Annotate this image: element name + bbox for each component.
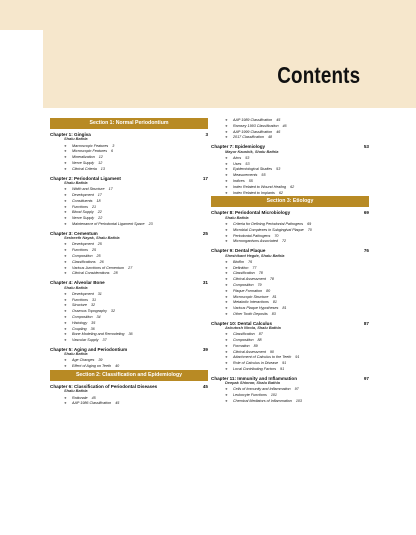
chapter-title: Chapter 1: Gingiva <box>50 132 91 137</box>
toc-item-label: Coupling <box>72 326 87 331</box>
toc-item-page: 12 <box>98 160 103 165</box>
toc-item-page: 12 <box>98 155 103 160</box>
bullet-icon: ❖ <box>64 143 67 148</box>
bullet-icon: ❖ <box>64 248 67 253</box>
bullet-icon: ❖ <box>225 259 228 264</box>
toc-item-label: Macroscopic Features <box>72 143 109 148</box>
chapter-title: Chapter 4: Alveolar Bone <box>50 280 105 286</box>
toc-item[interactable] <box>64 401 208 407</box>
toc-item-page: 87 <box>258 332 263 337</box>
toc-item-page: 22 <box>97 210 102 215</box>
toc-item-label: Ramsey 1993 Classification <box>233 123 279 128</box>
toc-item-page: 25 <box>96 253 101 258</box>
toc-item-label: Bone Modeling and Remodeling <box>72 332 125 337</box>
bullet-icon: ❖ <box>225 135 228 140</box>
chapter-page-number: 76 <box>363 248 369 254</box>
toc-item-label: Clinical Criteria <box>72 166 97 171</box>
toc-item-label: Vascular Supply <box>72 338 99 343</box>
toc-item-label: Epidemiological Studies <box>233 167 273 172</box>
bullet-icon: ❖ <box>225 271 228 276</box>
toc-item-page: 53 <box>245 155 250 160</box>
toc-item[interactable] <box>225 135 369 141</box>
toc-item-page: 72 <box>281 239 287 244</box>
toc-item-label: Composition <box>233 282 254 287</box>
bullet-icon: ❖ <box>225 306 228 311</box>
toc-item-page: 91 <box>280 367 285 372</box>
bullet-icon: ❖ <box>64 160 67 165</box>
toc-item-label: Definition <box>233 265 249 270</box>
toc-item[interactable] <box>64 167 208 173</box>
toc-item-label: Effect of Aging on Teeth <box>72 364 112 369</box>
toc-item-page: 76 <box>248 259 253 264</box>
toc-item-label: Functions <box>72 204 88 209</box>
chapter-authors: Shalu Bathla <box>64 284 88 290</box>
toc-item[interactable] <box>64 271 208 277</box>
toc-item-page: 81 <box>282 306 287 311</box>
toc-item-page: 78 <box>269 277 274 282</box>
toc-item-page: 35 <box>91 320 96 325</box>
toc-item-label: Rationale <box>72 395 88 400</box>
bullet-icon: ❖ <box>64 338 67 343</box>
chapter-authors: Mayur Kaushik, Shalu Bathla <box>225 148 279 154</box>
bullet-icon: ❖ <box>64 187 67 192</box>
chapter-title: Chapter 8: Periodontal Microbiology <box>211 210 291 216</box>
bullet-icon: ❖ <box>64 271 67 276</box>
bullet-icon: ❖ <box>64 149 67 154</box>
toc-item-page: 78 <box>258 271 263 276</box>
toc-item-page: 46 <box>276 129 281 134</box>
toc-item-page: 31 <box>92 297 97 302</box>
bullet-icon: ❖ <box>225 184 228 189</box>
chapter-page-number: 97 <box>363 375 369 381</box>
chapter-page-number: 25 <box>202 230 208 236</box>
toc-item-label: Attachment of Calculus to the Teeth <box>233 355 292 360</box>
toc-item-label: Metabolic Interactions <box>233 300 269 305</box>
toc-item-label: Leukocyte Functions <box>233 393 267 398</box>
bullet-icon: ❖ <box>64 326 67 331</box>
chapter-title: Chapter 2: Periodontal Ligament <box>50 175 121 181</box>
bullet-icon: ❖ <box>225 161 228 166</box>
bullet-icon: ❖ <box>225 123 228 128</box>
toc-item-page: 25 <box>97 242 102 247</box>
toc-item-page: 17 <box>97 192 102 197</box>
chapter-page-number: 87 <box>363 320 369 326</box>
bullet-icon: ❖ <box>225 399 228 404</box>
chapter-authors: Sesheeth Nayak, Shalu Bathla <box>64 235 120 241</box>
bullet-icon: ❖ <box>64 242 67 247</box>
toc-item-page: 45 <box>91 395 96 400</box>
top-color-band <box>0 0 416 30</box>
toc-item-page: 39 <box>98 358 103 363</box>
toc-item-page: 23 <box>148 221 153 226</box>
toc-item-label: Aims <box>233 155 242 160</box>
bullet-icon: ❖ <box>225 221 228 226</box>
toc-item-label: Microscopic Structure <box>233 294 269 299</box>
toc-item-label: Age Changes <box>72 358 95 363</box>
chapter-page-number: 17 <box>202 175 208 181</box>
chapter-authors: Shalu Bathla <box>225 214 249 220</box>
toc-item-label: Measurements <box>233 173 258 178</box>
section-header: Section 1: Normal Periodontium <box>50 118 208 129</box>
toc-item-label: Periodontal Pathogens <box>233 233 271 238</box>
toc-item-page: 77 <box>252 265 257 270</box>
bullet-icon: ❖ <box>225 129 228 134</box>
toc-item-label: Development <box>72 291 94 296</box>
bullet-icon: ❖ <box>64 297 67 302</box>
toc-item-label: Clinical Considerations <box>72 271 110 276</box>
bullet-icon: ❖ <box>64 358 67 363</box>
chapter-page-number: 3 <box>205 132 208 137</box>
toc-item-page: 34 <box>96 314 101 319</box>
toc-item-page: 17 <box>108 187 113 192</box>
bullet-icon: ❖ <box>64 155 67 160</box>
toc-item-label: Nerve Supply <box>72 216 95 221</box>
chapter-authors: Shalu Bathla <box>64 388 88 394</box>
toc-item-page: 62 <box>290 184 295 189</box>
toc-item-label: Formation <box>233 343 250 348</box>
bullet-icon: ❖ <box>225 311 228 316</box>
toc-item-page: 22 <box>98 216 103 221</box>
toc-item-page: 79 <box>257 282 262 287</box>
toc-item[interactable] <box>64 338 208 344</box>
bullet-icon: ❖ <box>225 393 228 398</box>
toc-item-page: 101 <box>270 393 277 398</box>
toc-item-page: 55 <box>248 178 253 183</box>
toc-item-page: 6 <box>111 149 114 154</box>
chapter-title: Chapter 7: Epidemiology <box>211 144 266 150</box>
toc-item-label: Classification <box>233 271 255 276</box>
bullet-icon: ❖ <box>64 210 67 215</box>
toc-item-label: Structure <box>72 303 87 308</box>
bullet-icon: ❖ <box>225 239 228 244</box>
toc-item-label: Maintenance of Periodontal Ligament Space <box>72 221 145 226</box>
toc-left-column <box>50 118 208 407</box>
toc-item-label: Index Related to Wound Healing <box>233 184 287 189</box>
page-title: Contents <box>276 62 360 88</box>
bullet-icon: ❖ <box>64 166 67 171</box>
chapter-page-number: 69 <box>363 210 369 216</box>
toc-item[interactable] <box>225 239 369 245</box>
toc-item-label: Cells of Immunity and Inflammation <box>233 387 291 392</box>
chapter-page-number: 45 <box>202 384 208 390</box>
toc-right-column <box>211 118 369 405</box>
toc-item-label: Constituents <box>72 198 93 203</box>
chapter-title: Chapter 5: Aging and Periodontium <box>50 346 128 352</box>
toc-item-label: Clinical Assessment <box>233 349 266 354</box>
toc-item-label: Uses <box>233 161 242 166</box>
bullet-icon: ❖ <box>64 395 67 400</box>
chapter-authors: Shalu Bathla <box>64 351 88 357</box>
chapter-title: Chapter 10: Dental Calculus <box>211 320 273 326</box>
toc-item-label: Functions <box>72 297 88 302</box>
chapter-authors: Shalu Bathla <box>64 179 88 185</box>
toc-item-page: 37 <box>102 338 107 343</box>
toc-item-page: 88 <box>257 338 262 343</box>
toc-item-label: Functions <box>72 248 88 253</box>
chapter-title: Chapter 9: Dental Plaque <box>211 248 266 254</box>
bullet-icon: ❖ <box>225 282 228 287</box>
bullet-icon: ❖ <box>225 265 228 270</box>
bullet-icon: ❖ <box>225 118 228 122</box>
toc-item-page: 62 <box>278 190 283 195</box>
toc-item-label: Biofilm <box>233 259 245 264</box>
bullet-icon: ❖ <box>225 294 228 299</box>
toc-item-page: 28 <box>113 271 118 276</box>
toc-item-page: 45 <box>115 401 120 406</box>
toc-item-page: 53 <box>276 167 281 172</box>
bullet-icon: ❖ <box>64 216 67 221</box>
toc-item-page: 31 <box>97 291 102 296</box>
bullet-icon: ❖ <box>64 198 67 203</box>
toc-item[interactable] <box>64 222 208 228</box>
toc-item-page: 26 <box>99 259 104 264</box>
toc-item-page: 25 <box>92 248 97 253</box>
chapter-page-number: 39 <box>202 346 208 352</box>
toc-item-page: 46 <box>282 123 287 128</box>
toc-item-label: Microorganisms Associated <box>233 239 278 244</box>
toc-item-label: Clinical Assessment <box>233 277 266 282</box>
toc-item-label: Histology <box>72 320 88 325</box>
toc-item-label: Mineralization <box>72 155 95 160</box>
toc-item-label: AAP 1986 Classification <box>72 401 112 406</box>
bullet-icon: ❖ <box>225 367 228 372</box>
toc-item-label: Microbial Complexes in Subgingival Plaque <box>233 227 304 232</box>
toc-item-page: 89 <box>253 343 258 348</box>
bullet-icon: ❖ <box>225 300 228 305</box>
toc-item-label: AAP 1999 Classification <box>233 129 273 134</box>
chapter-title: Chapter 6: Classification of Periodontal Diseases <box>50 384 158 390</box>
bullet-icon: ❖ <box>225 277 228 282</box>
toc-item-label: Indices <box>233 178 245 183</box>
bullet-icon: ❖ <box>64 253 67 258</box>
bullet-icon: ❖ <box>64 259 67 264</box>
toc-item-page: 13 <box>100 166 105 171</box>
bullet-icon: ❖ <box>225 173 228 178</box>
toc-item-label: Osseous Topography <box>72 309 107 314</box>
bullet-icon: ❖ <box>64 265 67 270</box>
toc-item-page: 103 <box>295 399 302 404</box>
toc-item-page: 97 <box>294 387 299 392</box>
toc-item-page: 48 <box>267 135 273 140</box>
toc-item-page: 90 <box>269 349 274 354</box>
toc-item-label: Various Plaque Hypotheses <box>233 306 279 311</box>
bullet-icon: ❖ <box>64 291 67 296</box>
toc-item-label: Development <box>72 242 94 247</box>
toc-item-label: Criteria for Defining Periodontal Pathogens <box>233 221 304 226</box>
toc-item-label: Composition <box>233 338 254 343</box>
bullet-icon: ❖ <box>64 314 67 319</box>
toc-item-page: 32 <box>90 303 96 308</box>
bullet-icon: ❖ <box>64 401 67 406</box>
toc-item-page: 18 <box>96 198 101 203</box>
chapter-authors: Deepak Shinnar, Shalu Bathla <box>225 380 280 386</box>
bullet-icon: ❖ <box>225 387 228 392</box>
toc-item-label: Nerve Supply <box>72 160 95 165</box>
toc-item-page: 40 <box>115 364 120 369</box>
toc-item-page: 27 <box>128 265 133 270</box>
toc-item-label: 2017 Classification <box>233 135 264 140</box>
toc-item-page: 70 <box>274 233 279 238</box>
chapter-title: Chapter 3: Cementum <box>50 230 98 236</box>
toc-item-page: 91 <box>282 361 287 366</box>
toc-item-label: Various Junctions of Cementum <box>72 265 125 270</box>
toc-item-page: 81 <box>272 300 277 305</box>
bullet-icon: ❖ <box>225 332 228 337</box>
bullet-icon: ❖ <box>225 288 228 293</box>
toc-item-page: 83 <box>271 311 276 316</box>
toc-item-label: Composition <box>72 314 93 319</box>
toc-item-page: 91 <box>295 355 300 360</box>
toc-item-label: Plaque Formation <box>233 288 263 293</box>
toc-item-label: Classifications <box>72 259 96 264</box>
toc-item-label: Classification <box>233 332 255 337</box>
toc-item-label: Index Related to Implants <box>233 190 275 195</box>
bullet-icon: ❖ <box>64 320 67 325</box>
bullet-icon: ❖ <box>64 204 67 209</box>
toc-item-label: Local Contributing Factors <box>233 367 277 372</box>
toc-item-page: 81 <box>272 294 277 299</box>
toc-item-page: 36 <box>128 332 133 337</box>
bullet-icon: ❖ <box>225 338 228 343</box>
toc-item-label: Role of Calculus in Disease <box>233 361 279 366</box>
toc-item[interactable] <box>225 399 369 405</box>
bullet-icon: ❖ <box>225 361 228 366</box>
bullet-icon: ❖ <box>64 221 67 226</box>
toc-item-label: Width and Structure <box>72 187 105 192</box>
section-header: Section 2: Classification and Epidemiology <box>50 370 208 381</box>
chapter-authors: Ashutosh Nirola, Shalu Bathla <box>225 325 281 331</box>
toc-item-page: 21 <box>92 204 97 209</box>
bullet-icon: ❖ <box>225 167 228 172</box>
toc-item-label: Blood Supply <box>72 210 94 215</box>
toc-item-label: Microscopic Features <box>72 149 108 154</box>
chapter-authors: Sheshikant Hegde, Shalu Bathla <box>225 252 285 258</box>
section-header: Section 3: Etiology <box>211 196 369 207</box>
bullet-icon: ❖ <box>64 303 67 308</box>
bullet-icon: ❖ <box>225 343 228 348</box>
toc-item-label: Development <box>72 192 94 197</box>
bullet-icon: ❖ <box>225 155 228 160</box>
bullet-icon: ❖ <box>64 309 67 314</box>
bullet-icon: ❖ <box>225 349 228 354</box>
toc-item-page: 36 <box>90 326 95 331</box>
toc-item-label: Other Tooth Deposits <box>233 311 268 316</box>
toc-item-label: AAP 1989 Classification <box>233 118 273 122</box>
chapter-page-number: 53 <box>363 144 369 150</box>
toc-item-label: Composition <box>72 253 93 258</box>
toc-item-page: 55 <box>261 173 266 178</box>
toc-item-page: 45 <box>276 118 281 122</box>
toc-item-page: 80 <box>266 288 271 293</box>
bullet-icon: ❖ <box>225 190 228 195</box>
chapter-authors: Shalu Bathla <box>64 136 88 142</box>
chapter-page-number: 31 <box>202 280 208 286</box>
toc-item[interactable] <box>225 367 369 373</box>
toc-item-page: 32 <box>110 309 116 314</box>
toc-item-page: 3 <box>112 143 115 148</box>
toc-item-page: 70 <box>307 227 312 232</box>
toc-item-page: 69 <box>307 221 312 226</box>
bullet-icon: ❖ <box>64 192 67 197</box>
bullet-icon: ❖ <box>225 227 228 232</box>
toc-item-page: 53 <box>245 161 250 166</box>
bullet-icon: ❖ <box>64 364 67 369</box>
bullet-icon: ❖ <box>64 332 67 337</box>
chapter-title: Chapter 11: Immunity and Inflammation <box>211 375 298 381</box>
toc-item-label: Chemical Mediators of Inflammation <box>233 399 292 404</box>
bullet-icon: ❖ <box>225 355 228 360</box>
toc-item[interactable] <box>225 312 369 318</box>
bullet-icon: ❖ <box>225 178 228 183</box>
bullet-icon: ❖ <box>225 233 228 238</box>
